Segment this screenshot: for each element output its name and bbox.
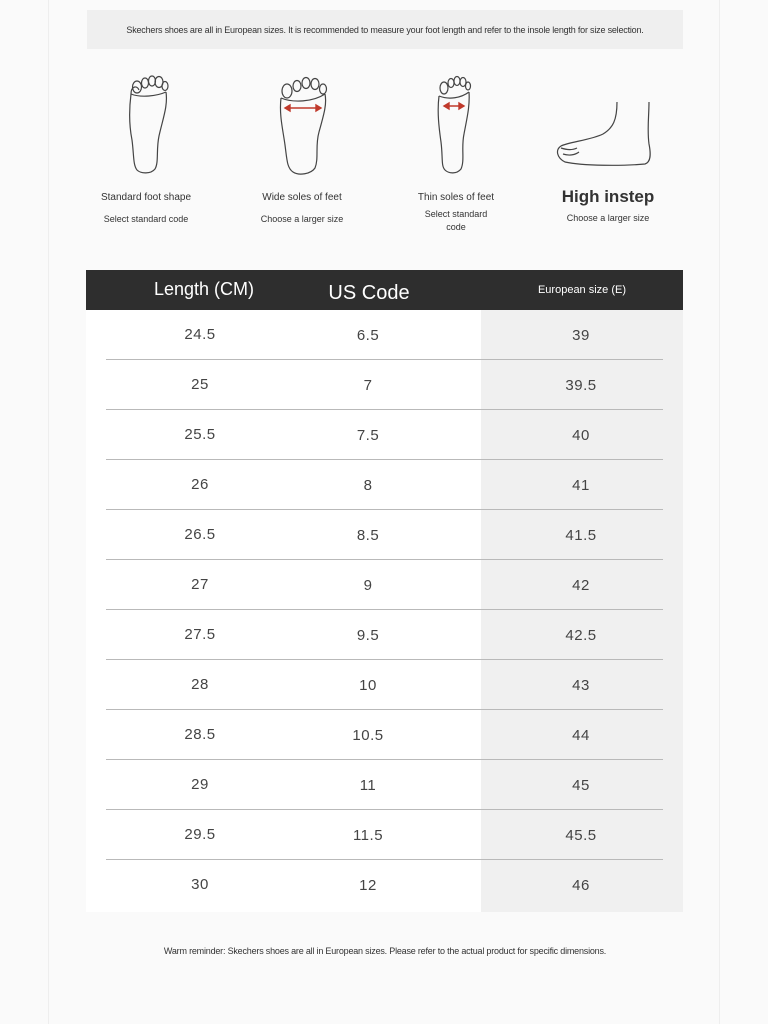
cell-length: 25.5	[184, 426, 216, 443]
table-row	[106, 460, 663, 510]
table-row	[106, 860, 663, 910]
cell-eu: 41.5	[565, 527, 597, 544]
size-chart-table	[86, 270, 683, 912]
cell-us: 6.5	[356, 327, 380, 344]
table-row	[106, 610, 663, 660]
table-row	[106, 760, 663, 810]
foot-type-wide	[227, 70, 377, 240]
table-row	[106, 510, 663, 560]
cell-eu: 39.5	[565, 377, 597, 394]
foot-type-standard	[71, 70, 221, 240]
foot-type-title: Wide soles of feet	[262, 192, 342, 203]
column-header-eu: European size (E)	[537, 284, 627, 296]
size-guide-sheet	[48, 0, 720, 1024]
table-row	[106, 810, 663, 860]
cell-length: 28	[191, 676, 209, 693]
cell-eu: 40	[572, 427, 590, 444]
cell-length: 27.5	[184, 626, 216, 643]
column-header-length: Length (CM)	[153, 279, 255, 299]
cell-length: 30	[191, 876, 209, 893]
cell-eu: 45.5	[565, 827, 597, 844]
cell-length: 25	[191, 376, 209, 393]
table-row	[106, 660, 663, 710]
cell-us: 7	[363, 377, 373, 394]
foot-type-thin	[381, 70, 531, 240]
cell-length: 26.5	[184, 526, 216, 543]
foot-type-high-instep	[533, 70, 683, 240]
cell-length: 27	[191, 576, 209, 593]
foot-type-advice: Select standard code	[103, 214, 189, 224]
foot-type-title: Standard foot shape	[100, 192, 192, 203]
wide-foot-icon	[227, 70, 377, 180]
cell-length: 28.5	[184, 726, 216, 743]
cell-us: 11	[359, 777, 377, 794]
cell-eu: 43	[572, 677, 590, 694]
thin-foot-icon	[381, 70, 531, 180]
cell-eu: 45	[572, 777, 590, 794]
high-instep-icon	[533, 70, 683, 180]
cell-length: 29	[191, 776, 209, 793]
column-header-us: US Code	[328, 282, 410, 304]
cell-us: 7.5	[356, 427, 380, 444]
table-row	[106, 310, 663, 360]
table-row	[106, 710, 663, 760]
cell-us: 10	[359, 677, 377, 694]
cell-us: 9.5	[356, 627, 380, 644]
cell-us: 9	[363, 577, 373, 594]
foot-type-advice: Choose a larger size	[260, 214, 344, 224]
cell-us: 8	[363, 477, 373, 494]
cell-eu: 44	[572, 727, 590, 744]
table-header	[86, 270, 683, 310]
table-row	[106, 360, 663, 410]
cell-us: 11.5	[352, 827, 384, 844]
foot-type-title: Thin soles of feet	[417, 192, 495, 203]
table-row	[106, 410, 663, 460]
cell-us: 8.5	[356, 527, 380, 544]
cell-eu: 46	[572, 877, 590, 894]
cell-length: 26	[191, 476, 209, 493]
cell-us: 10.5	[352, 727, 384, 744]
cell-length: 24.5	[184, 326, 216, 343]
foot-type-advice: Select standard code	[424, 209, 488, 232]
warm-reminder: Warm reminder: Skechers shoes are all in European sizes. Please refer to the actual product for specific dimensions.	[163, 946, 607, 956]
foot-type-advice: Choose a larger size	[566, 213, 650, 223]
foot-type-title: High instep	[561, 187, 655, 206]
cell-eu: 42.5	[565, 627, 597, 644]
size-notice: Skechers shoes are all in European sizes. It is recommended to measure your foot length and refer to the insole length for size selection.	[87, 10, 683, 49]
cell-eu: 41	[572, 477, 590, 494]
standard-foot-icon	[71, 70, 221, 180]
cell-eu: 42	[572, 577, 590, 594]
cell-length: 29.5	[184, 826, 216, 843]
table-row	[106, 560, 663, 610]
cell-us: 12	[359, 877, 377, 894]
cell-eu: 39	[572, 327, 590, 344]
